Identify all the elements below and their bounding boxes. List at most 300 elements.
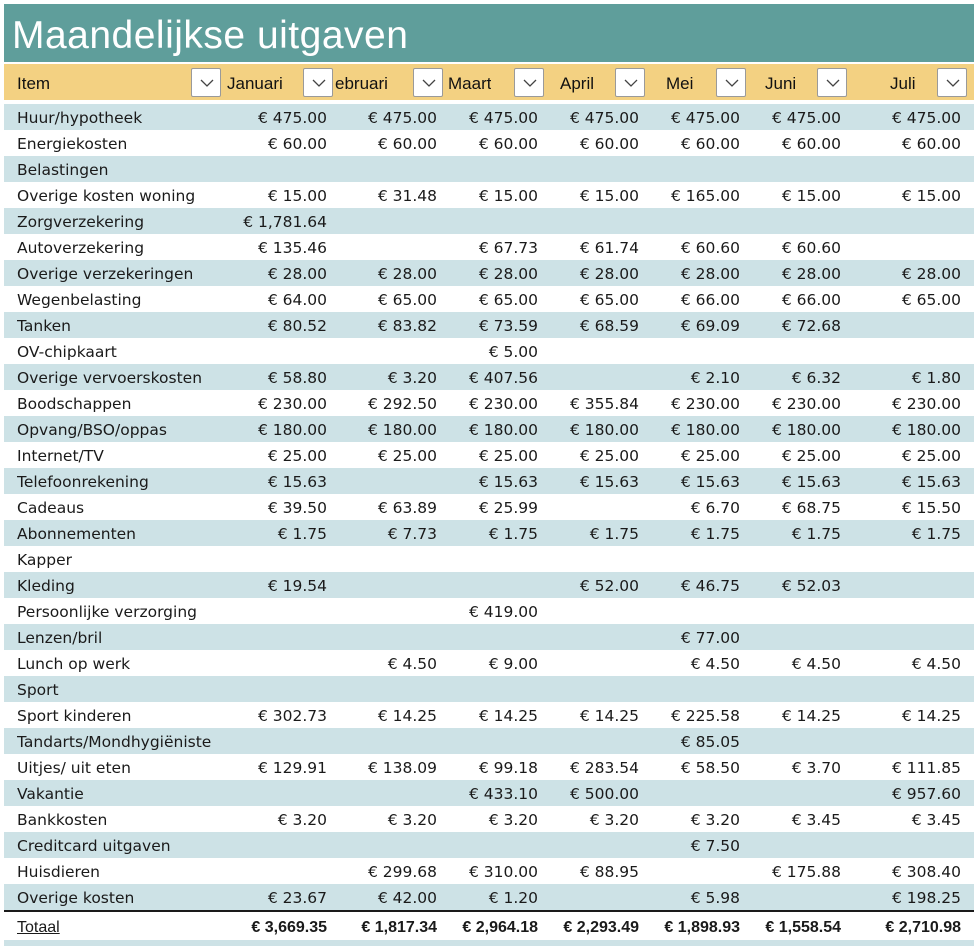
chevron-down-icon: [200, 79, 214, 87]
value-cell-april[interactable]: € 28.00: [579, 265, 639, 283]
value-cell-juli[interactable]: € 28.00: [901, 265, 961, 283]
value-cell-februari[interactable]: [336, 728, 437, 754]
value-cell-januari[interactable]: € 28.00: [267, 265, 327, 283]
table-bottom-strip: [4, 940, 974, 946]
value-cell-maart[interactable]: [437, 156, 538, 182]
value-cell-april[interactable]: [538, 546, 639, 572]
item-cell[interactable]: Overige kosten: [17, 889, 135, 907]
value-cell-mei[interactable]: € 60.00: [680, 135, 740, 153]
value-cell-april[interactable]: € 500.00: [569, 785, 639, 803]
value-cell-februari[interactable]: € 3.20: [387, 811, 437, 829]
value-cell-april[interactable]: € 61.74: [579, 239, 639, 257]
value-cell-juni[interactable]: [740, 598, 841, 624]
item-cell[interactable]: Huisdieren: [17, 863, 100, 881]
value-cell-juli[interactable]: [860, 624, 961, 650]
value-cell-januari[interactable]: € 3.20: [277, 811, 327, 829]
table-row: [4, 104, 974, 130]
filter-button-januari[interactable]: [303, 68, 333, 97]
item-cell[interactable]: Kleding: [17, 577, 75, 595]
value-cell-januari[interactable]: € 64.00: [267, 291, 327, 309]
value-cell-januari[interactable]: [226, 728, 327, 754]
value-cell-mei[interactable]: [639, 208, 740, 234]
value-cell-april[interactable]: [538, 156, 639, 182]
value-cell-april[interactable]: € 60.00: [579, 135, 639, 153]
value-cell-februari[interactable]: € 65.00: [377, 291, 437, 309]
value-cell-maart[interactable]: € 1.20: [488, 889, 538, 907]
value-cell-juli[interactable]: [860, 546, 961, 572]
total-cell-mei[interactable]: € 1,898.93: [664, 919, 740, 936]
value-cell-juli[interactable]: € 111.85: [891, 759, 961, 777]
value-cell-juni[interactable]: [740, 156, 841, 182]
value-cell-april[interactable]: [538, 650, 639, 676]
table-row: [4, 676, 974, 702]
value-cell-januari[interactable]: € 19.54: [267, 577, 327, 595]
filter-button-juli[interactable]: [937, 68, 967, 97]
item-cell[interactable]: Bankkosten: [17, 811, 108, 829]
value-cell-januari[interactable]: € 23.67: [267, 889, 327, 907]
value-cell-juni[interactable]: [740, 546, 841, 572]
value-cell-juli[interactable]: € 230.00: [891, 395, 961, 413]
value-cell-mei[interactable]: € 4.50: [690, 655, 740, 673]
value-cell-januari[interactable]: [226, 546, 327, 572]
value-cell-mei[interactable]: [639, 156, 740, 182]
value-cell-januari[interactable]: [226, 338, 327, 364]
value-cell-januari[interactable]: [226, 780, 327, 806]
table-row: [4, 286, 974, 312]
value-cell-maart[interactable]: [437, 572, 538, 598]
value-cell-mei[interactable]: € 225.58: [670, 707, 740, 725]
table-row: [4, 832, 974, 858]
value-cell-mei[interactable]: € 66.00: [680, 291, 740, 309]
value-cell-april[interactable]: € 88.95: [579, 863, 639, 881]
item-cell[interactable]: OV-chipkaart: [17, 343, 117, 361]
value-cell-februari[interactable]: € 28.00: [377, 265, 437, 283]
value-cell-mei[interactable]: € 58.50: [680, 759, 740, 777]
value-cell-maart[interactable]: € 67.73: [478, 239, 538, 257]
value-cell-april[interactable]: € 475.00: [569, 109, 639, 127]
value-cell-juni[interactable]: € 72.68: [781, 317, 841, 335]
value-cell-januari[interactable]: € 135.46: [257, 239, 327, 257]
value-cell-juli[interactable]: € 25.00: [901, 447, 961, 465]
table-row: [4, 728, 974, 754]
value-cell-juni[interactable]: € 4.50: [791, 655, 841, 673]
value-cell-juni[interactable]: [740, 338, 841, 364]
column-header-mei: Mei: [666, 74, 694, 93]
value-cell-juli[interactable]: € 60.00: [901, 135, 961, 153]
value-cell-juli[interactable]: [860, 208, 961, 234]
value-cell-februari[interactable]: € 60.00: [377, 135, 437, 153]
value-cell-april[interactable]: [538, 208, 639, 234]
total-cell-februari[interactable]: € 1,817.34: [361, 919, 437, 936]
value-cell-mei[interactable]: € 85.05: [680, 733, 740, 751]
table-row: [4, 338, 974, 364]
value-cell-juli[interactable]: [860, 572, 961, 598]
value-cell-juni[interactable]: € 28.00: [781, 265, 841, 283]
value-cell-maart[interactable]: [437, 832, 538, 858]
value-cell-april[interactable]: € 283.54: [569, 759, 639, 777]
item-cell[interactable]: Huur/hypotheek: [17, 109, 143, 127]
item-cell[interactable]: Creditcard uitgaven: [17, 837, 171, 855]
value-cell-april[interactable]: € 14.25: [579, 707, 639, 725]
value-cell-maart[interactable]: € 99.18: [478, 759, 538, 777]
value-cell-mei[interactable]: € 1.75: [690, 525, 740, 543]
value-cell-februari[interactable]: [336, 780, 437, 806]
value-cell-maart[interactable]: € 475.00: [468, 109, 538, 127]
value-cell-februari[interactable]: € 292.50: [367, 395, 437, 413]
value-cell-januari[interactable]: [226, 676, 327, 702]
value-cell-februari[interactable]: € 7.73: [387, 525, 437, 543]
value-cell-maart[interactable]: € 433.10: [468, 785, 538, 803]
value-cell-mei[interactable]: € 3.20: [690, 811, 740, 829]
item-cell[interactable]: Vakantie: [17, 785, 84, 803]
value-cell-januari[interactable]: € 60.00: [267, 135, 327, 153]
value-cell-juni[interactable]: € 6.32: [791, 369, 841, 387]
value-cell-mei[interactable]: € 28.00: [680, 265, 740, 283]
value-cell-februari[interactable]: [336, 546, 437, 572]
value-cell-juli[interactable]: [860, 676, 961, 702]
value-cell-mei[interactable]: € 15.63: [680, 473, 740, 491]
total-cell-januari[interactable]: € 3,669.35: [251, 919, 327, 936]
value-cell-maart[interactable]: € 1.75: [488, 525, 538, 543]
value-cell-juli[interactable]: [860, 234, 961, 260]
value-cell-januari[interactable]: [226, 832, 327, 858]
value-cell-juni[interactable]: [740, 832, 841, 858]
value-cell-mei[interactable]: € 69.09: [680, 317, 740, 335]
value-cell-januari[interactable]: [226, 650, 327, 676]
value-cell-april[interactable]: € 3.20: [589, 811, 639, 829]
item-cell[interactable]: Abonnementen: [17, 525, 137, 543]
total-cell-maart[interactable]: € 2,964.18: [462, 919, 538, 936]
table-row: [4, 182, 974, 208]
value-cell-april[interactable]: [538, 728, 639, 754]
item-cell[interactable]: Tandarts/Mondhygiëniste: [17, 733, 212, 751]
value-cell-juli[interactable]: € 14.25: [901, 707, 961, 725]
item-cell[interactable]: Energiekosten: [17, 135, 128, 153]
value-cell-april[interactable]: € 15.63: [579, 473, 639, 491]
item-cell[interactable]: Autoverzekering: [17, 239, 145, 257]
value-cell-mei[interactable]: € 7.50: [690, 837, 740, 855]
value-cell-juni[interactable]: [740, 208, 841, 234]
value-cell-juli[interactable]: € 1.80: [911, 369, 961, 387]
column-header-februari: ebruari: [335, 74, 388, 93]
table-row: [4, 806, 974, 832]
value-cell-juni[interactable]: [740, 728, 841, 754]
value-cell-mei[interactable]: € 230.00: [670, 395, 740, 413]
value-cell-maart[interactable]: € 25.00: [478, 447, 538, 465]
column-header-januari: Januari: [227, 74, 283, 93]
value-cell-juni[interactable]: € 230.00: [771, 395, 841, 413]
value-cell-juli[interactable]: [860, 156, 961, 182]
value-cell-april[interactable]: € 15.00: [579, 187, 639, 205]
table-row: [4, 364, 974, 390]
value-cell-maart[interactable]: [437, 624, 538, 650]
value-cell-maart[interactable]: € 65.00: [478, 291, 538, 309]
value-cell-februari[interactable]: [336, 676, 437, 702]
value-cell-januari[interactable]: [226, 156, 327, 182]
item-cell[interactable]: Internet/TV: [17, 447, 104, 465]
value-cell-juli[interactable]: € 308.40: [891, 863, 961, 881]
value-cell-januari[interactable]: € 58.80: [267, 369, 327, 387]
table-row: [4, 598, 974, 624]
value-cell-februari[interactable]: [336, 624, 437, 650]
value-cell-juni[interactable]: € 60.00: [781, 135, 841, 153]
value-cell-januari[interactable]: € 1.75: [277, 525, 327, 543]
value-cell-juni[interactable]: € 68.75: [781, 499, 841, 517]
value-cell-januari[interactable]: [226, 624, 327, 650]
value-cell-februari[interactable]: [336, 832, 437, 858]
item-cell[interactable]: Persoonlijke verzorging: [17, 603, 197, 621]
value-cell-april[interactable]: [538, 494, 639, 520]
value-cell-maart[interactable]: € 407.56: [468, 369, 538, 387]
table-row: [4, 650, 974, 676]
value-cell-mei[interactable]: € 180.00: [670, 421, 740, 439]
value-cell-januari[interactable]: € 15.00: [267, 187, 327, 205]
value-cell-juni[interactable]: € 52.03: [781, 577, 841, 595]
value-cell-mei[interactable]: € 475.00: [670, 109, 740, 127]
value-cell-juli[interactable]: € 957.60: [891, 785, 961, 803]
value-cell-april[interactable]: € 180.00: [569, 421, 639, 439]
value-cell-mei[interactable]: € 77.00: [680, 629, 740, 647]
table-row: [4, 208, 974, 234]
value-cell-april[interactable]: [538, 676, 639, 702]
total-cell-april[interactable]: € 2,293.49: [563, 919, 639, 936]
value-cell-juni[interactable]: [740, 624, 841, 650]
column-header-juli: Juli: [890, 74, 916, 93]
value-cell-januari[interactable]: € 230.00: [257, 395, 327, 413]
value-cell-maart[interactable]: € 9.00: [488, 655, 538, 673]
value-cell-juli[interactable]: € 65.00: [901, 291, 961, 309]
value-cell-januari[interactable]: € 25.00: [267, 447, 327, 465]
value-cell-juli[interactable]: [860, 338, 961, 364]
value-cell-maart[interactable]: € 230.00: [468, 395, 538, 413]
filter-button-april[interactable]: [615, 68, 645, 97]
value-cell-maart[interactable]: € 28.00: [478, 265, 538, 283]
chevron-down-icon: [624, 79, 638, 87]
item-cell[interactable]: Overige verzekeringen: [17, 265, 194, 283]
value-cell-januari[interactable]: € 1,781.64: [243, 213, 327, 231]
value-cell-juni[interactable]: € 3.45: [791, 811, 841, 829]
value-cell-maart[interactable]: € 14.25: [478, 707, 538, 725]
value-cell-april[interactable]: [538, 624, 639, 650]
table-row: [4, 416, 974, 442]
value-cell-februari[interactable]: € 4.50: [387, 655, 437, 673]
filter-button-item[interactable]: [191, 68, 221, 97]
table-row: [4, 468, 974, 494]
table-row: [4, 858, 974, 884]
value-cell-januari[interactable]: € 129.91: [257, 759, 327, 777]
value-cell-februari[interactable]: € 42.00: [377, 889, 437, 907]
expenses-table: [4, 104, 974, 910]
value-cell-maart[interactable]: [437, 546, 538, 572]
value-cell-maart[interactable]: [437, 728, 538, 754]
sheet-title: Maandelijkse uitgaven: [4, 4, 974, 62]
value-cell-mei[interactable]: € 165.00: [670, 187, 740, 205]
value-cell-juni[interactable]: [740, 780, 841, 806]
value-cell-juni[interactable]: € 1.75: [791, 525, 841, 543]
value-cell-juni[interactable]: € 3.70: [791, 759, 841, 777]
value-cell-mei[interactable]: € 46.75: [680, 577, 740, 595]
item-cell[interactable]: Kapper: [17, 551, 72, 569]
value-cell-februari[interactable]: € 3.20: [387, 369, 437, 387]
value-cell-februari[interactable]: [336, 338, 437, 364]
table-row: [4, 390, 974, 416]
value-cell-januari[interactable]: € 302.73: [257, 707, 327, 725]
value-cell-april[interactable]: [538, 832, 639, 858]
value-cell-juli[interactable]: € 15.63: [901, 473, 961, 491]
value-cell-februari[interactable]: [336, 156, 437, 182]
value-cell-mei[interactable]: [639, 338, 740, 364]
value-cell-maart[interactable]: € 15.63: [478, 473, 538, 491]
item-cell[interactable]: Overige vervoerskosten: [17, 369, 203, 387]
value-cell-juli[interactable]: [860, 312, 961, 338]
item-cell[interactable]: Overige kosten woning: [17, 187, 196, 205]
item-cell[interactable]: Belastingen: [17, 161, 109, 179]
value-cell-maart[interactable]: € 310.00: [468, 863, 538, 881]
value-cell-maart[interactable]: € 180.00: [468, 421, 538, 439]
value-cell-juni[interactable]: € 60.60: [781, 239, 841, 257]
value-cell-juli[interactable]: [860, 728, 961, 754]
value-cell-juli[interactable]: € 3.45: [911, 811, 961, 829]
item-cell[interactable]: Lenzen/bril: [17, 629, 103, 647]
value-cell-februari[interactable]: [336, 598, 437, 624]
total-cell-juli[interactable]: € 2,710.98: [885, 919, 961, 936]
value-cell-april[interactable]: [538, 364, 639, 390]
chevron-down-icon: [826, 79, 840, 87]
item-cell[interactable]: Cadeaus: [17, 499, 85, 517]
value-cell-juni[interactable]: € 25.00: [781, 447, 841, 465]
value-cell-januari[interactable]: [226, 858, 327, 884]
value-cell-maart[interactable]: € 73.59: [478, 317, 538, 335]
value-cell-maart[interactable]: € 3.20: [488, 811, 538, 829]
value-cell-januari[interactable]: € 180.00: [257, 421, 327, 439]
value-cell-april[interactable]: € 68.59: [579, 317, 639, 335]
value-cell-april[interactable]: € 355.84: [569, 395, 639, 413]
value-cell-februari[interactable]: € 475.00: [367, 109, 437, 127]
value-cell-februari[interactable]: € 299.68: [367, 863, 437, 881]
table-row: [4, 624, 974, 650]
chevron-down-icon: [523, 79, 537, 87]
column-header-juni: Juni: [765, 74, 797, 93]
value-cell-mei[interactable]: [639, 598, 740, 624]
value-cell-mei[interactable]: [639, 780, 740, 806]
value-cell-maart[interactable]: € 5.00: [488, 343, 538, 361]
value-cell-februari[interactable]: [336, 572, 437, 598]
table-row: [4, 572, 974, 598]
filter-button-mei[interactable]: [716, 68, 746, 97]
value-cell-maart[interactable]: € 419.00: [468, 603, 538, 621]
value-cell-maart[interactable]: [437, 208, 538, 234]
value-cell-juni[interactable]: € 175.88: [771, 863, 841, 881]
value-cell-juni[interactable]: € 475.00: [771, 109, 841, 127]
item-cell[interactable]: Sport: [17, 681, 59, 699]
item-cell[interactable]: Tanken: [17, 317, 72, 335]
item-cell[interactable]: Sport kinderen: [17, 707, 132, 725]
value-cell-juli[interactable]: € 180.00: [891, 421, 961, 439]
value-cell-juni[interactable]: € 15.00: [781, 187, 841, 205]
column-header-april: April: [560, 74, 595, 93]
value-cell-mei[interactable]: [639, 858, 740, 884]
total-label[interactable]: Totaal: [17, 919, 60, 936]
value-cell-april[interactable]: € 65.00: [579, 291, 639, 309]
value-cell-februari[interactable]: € 14.25: [377, 707, 437, 725]
value-cell-januari[interactable]: [226, 598, 327, 624]
value-cell-februari[interactable]: [336, 234, 437, 260]
value-cell-april[interactable]: [538, 884, 639, 910]
value-cell-juni[interactable]: € 14.25: [781, 707, 841, 725]
value-cell-juli[interactable]: € 475.00: [891, 109, 961, 127]
item-cell[interactable]: Wegenbelasting: [17, 291, 142, 309]
value-cell-juni[interactable]: € 180.00: [771, 421, 841, 439]
table-row: [4, 442, 974, 468]
value-cell-februari[interactable]: € 31.48: [377, 187, 437, 205]
value-cell-april[interactable]: € 1.75: [589, 525, 639, 543]
value-cell-juli[interactable]: € 4.50: [911, 655, 961, 673]
value-cell-februari[interactable]: € 63.89: [377, 499, 437, 517]
value-cell-juni[interactable]: [740, 884, 841, 910]
value-cell-februari[interactable]: [336, 468, 437, 494]
value-cell-juli[interactable]: [860, 598, 961, 624]
value-cell-januari[interactable]: € 15.63: [267, 473, 327, 491]
total-cell-juni[interactable]: € 1,558.54: [765, 919, 841, 936]
item-cell[interactable]: Boodschappen: [17, 395, 132, 413]
value-cell-maart[interactable]: € 15.00: [478, 187, 538, 205]
value-cell-juni[interactable]: [740, 676, 841, 702]
chevron-down-icon: [312, 79, 326, 87]
value-cell-april[interactable]: € 25.00: [579, 447, 639, 465]
value-cell-mei[interactable]: € 5.98: [690, 889, 740, 907]
value-cell-juni[interactable]: € 15.63: [781, 473, 841, 491]
value-cell-juni[interactable]: € 66.00: [781, 291, 841, 309]
value-cell-juli[interactable]: € 15.00: [901, 187, 961, 205]
value-cell-februari[interactable]: [336, 208, 437, 234]
value-cell-april[interactable]: € 52.00: [579, 577, 639, 595]
value-cell-mei[interactable]: € 6.70: [690, 499, 740, 517]
value-cell-juli[interactable]: € 1.75: [911, 525, 961, 543]
value-cell-februari[interactable]: € 25.00: [377, 447, 437, 465]
value-cell-februari[interactable]: € 180.00: [367, 421, 437, 439]
value-cell-april[interactable]: [538, 598, 639, 624]
value-cell-januari[interactable]: € 80.52: [267, 317, 327, 335]
item-cell[interactable]: Opvang/BSO/oppas: [17, 421, 167, 439]
value-cell-januari[interactable]: € 475.00: [257, 109, 327, 127]
filter-button-maart[interactable]: [514, 68, 544, 97]
value-cell-juli[interactable]: [860, 832, 961, 858]
item-cell[interactable]: Telefoonrekening: [17, 473, 149, 491]
item-cell[interactable]: Uitjes/ uit eten: [17, 759, 131, 777]
item-cell[interactable]: Lunch op werk: [17, 655, 131, 673]
value-cell-mei[interactable]: € 60.60: [680, 239, 740, 257]
value-cell-mei[interactable]: € 2.10: [690, 369, 740, 387]
value-cell-mei[interactable]: [639, 676, 740, 702]
value-cell-februari[interactable]: € 83.82: [377, 317, 437, 335]
value-cell-maart[interactable]: € 25.99: [478, 499, 538, 517]
column-header-item: Item: [17, 74, 51, 93]
total-row: [4, 910, 974, 942]
value-cell-mei[interactable]: € 25.00: [680, 447, 740, 465]
value-cell-april[interactable]: [538, 338, 639, 364]
table-row: [4, 884, 974, 910]
value-cell-juli[interactable]: € 198.25: [891, 889, 961, 907]
filter-button-februari[interactable]: [413, 68, 443, 97]
item-cell[interactable]: Zorgverzekering: [17, 213, 145, 231]
value-cell-maart[interactable]: [437, 676, 538, 702]
value-cell-februari[interactable]: € 138.09: [367, 759, 437, 777]
value-cell-mei[interactable]: [639, 546, 740, 572]
value-cell-maart[interactable]: € 60.00: [478, 135, 538, 153]
value-cell-juli[interactable]: € 15.50: [901, 499, 961, 517]
filter-button-juni[interactable]: [817, 68, 847, 97]
value-cell-januari[interactable]: € 39.50: [267, 499, 327, 517]
